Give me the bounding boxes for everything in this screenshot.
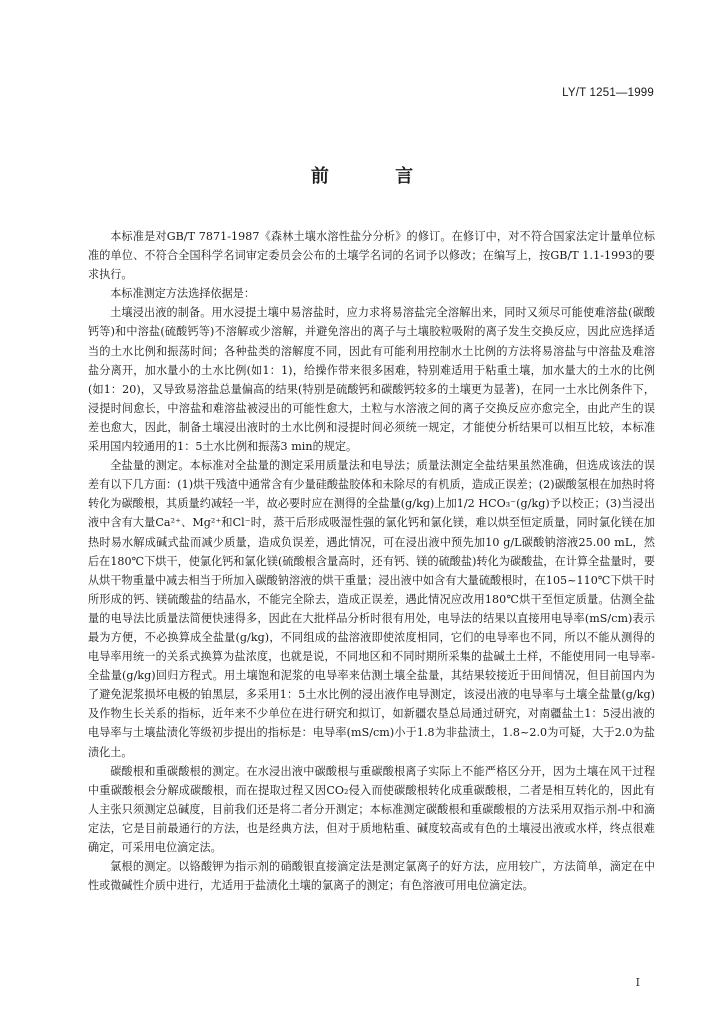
paragraph-total-salt: 全盐量的测定。本标准对全盐量的测定采用质量法和电导法；质量法测定全盐结果虽然准确，但选成该法的误差有以下几方面：(1)烘干残渣中通常含有少量硅酸盐胶体和未除尽的有机质，造成正误差；(2)碳酸氢根在加热时将转化为碳酸根，其质量约减轻一半，故必要时应在测得的全盐量(g/kg)上加1/2 HCO₃⁻(g/kg)予以校正；(3)当浸出液中含有大量Ca²⁺、Mg²⁺和Cl⁻时，蒸干后形成吸湿性强的氯化钙和氯化镁，难以烘至恒定质量，同时氯化镁在加热时易水解成碱式盐而减少质量，造成负误差，遇此情况，可在浸出液中预先加10 g/L碳酸钠溶液25.00 mL，然后在180℃下烘干，使氯化钙和氯化镁(硫酸根含量高时，还有钙、镁的硫酸盐)转化为碳酸盐，在计算全盐量时，要从烘干物重量中减去相当于所加入碳酸钠溶液的烘干重量；浸出液中如含有大量硫酸根时，在105~110℃下烘干时所形成的钙、镁硫酸盐的结晶水，不能完全除去，造成正误差，遇此情况应改用180℃烘干至恒定质量。估测全盐量的电导法比质量法简便快速得多，因此在大批样品分析时很有用处，电导法的结果以直接用电导率(mS/cm)表示最为方便，不必换算成全盐量(g/kg)，不同组成的盐溶液即使浓度相同，它们的电导率也不同，所以不能从测得的电导率用统一的关系式换算为盐浓度，也就是说，不同地区和不同时期所采集的盐碱土土样，不能使用同一电导率-全盐量(g/kg)回归方程式。用土壤饱和泥浆的电导率来估测土壤全盐量，其结果较接近于田间情况，但目前国内为了避免泥浆损坏电极的铂黑层，多采用1：5土水比例的浸出液作电导测定，该浸出液的电导率与土壤全盐量(g/kg)及作物生长关系的指标，近年来不少单位在进行研究和拟订，如新疆农垦总局通过研究，对南疆盐土1：5浸出液的电导率与土壤盐渍化等级初步提出的指标是：电导率(mS/cm)小于1.8为非盐渍土，1.8~2.0为可疑，大于2.0为盐渍化土。: [88, 459, 655, 759]
page-title: 前 言: [310, 166, 444, 187]
paragraph-basis: 本标准测定方法选择依据是：: [110, 287, 256, 301]
standard-code: LY/T 1251—1999: [562, 87, 654, 99]
paragraph-chloride: 氯根的测定。以铬酸钾为指示剂的硝酸银直接滴定法是测定氯离子的好方法，应用较广，方法简单，滴定在中性或微碱性介质中进行，尤适用于盐渍化土壤的氯离子的测定；有色溶液可用电位滴定法。: [88, 860, 655, 893]
paragraph-carbonate: 碳酸根和重碳酸根的测定。在水浸出液中碳酸根与重碳酸根离子实际上不能严格区分开，因为土壤在风干过程中重碳酸根会分解成碳酸根，而在提取过程又因CO₂侵入而使碳酸根转化成重碳酸根，二者是相互转化的，因此有人主张只须测定总碱度，目前我们还是将二者分开测定；本标准测定碳酸根和重碳酸根的方法采用双指示剂-中和滴定法，它是目前最通行的方法，也是经典方法，但对于质地粘重、碱度较高或有色的土壤浸出液或水样，终点很难确定，可采用电位滴定法。: [88, 764, 655, 854]
paragraph-intro: 本标准是对GB/T 7871-1987《森林土壤水溶性盐分分析》的修订。在修订中，对不符合国家法定计量单位标准的单位、不符合全国科学名词审定委员会公布的土壤学名词的名词予以修改；在编写上，按GB/T 1.1-1993的要求执行。: [88, 230, 655, 282]
page-number: I: [635, 976, 640, 989]
paragraph-extract-prep: 土壤浸出液的制备。用水浸提土壤中易溶盐时，应力求将易溶盐完全溶解出来，同时又须尽可能使难溶盐(碳酸钙等)和中溶盐(硫酸钙等)不溶解或少溶解，并避免溶出的离子与土壤胶粒吸附的离子发生交换反应，因此应选择适当的土水比例和振荡时间；各种盐类的溶解度不同，因此有可能利用控制水土比例的方法将易溶盐与中溶盐及难溶盐分离开，加水量小的土水比例(如1：1)，给操作带来很多困难，特别难适用于粘重土壤，加水量大的土水的比例(如1：20)，又导致易溶盐总量偏高的结果(特别是硫酸钙和碳酸钙较多的土壤更为显著)，在同一土水比例条件下，浸提时间愈长，中溶盐和难溶盐被浸出的可能性愈大，土粒与水溶液之间的离子交换反应亦愈完全，由此产生的误差也愈大，因此，制备土壤浸出液时的土水比例和浸提时间必须统一规定，才能使分析结果可以相互比较，本标准采用国内较通用的1：5土水比例和振荡3 min的规定。: [88, 306, 655, 454]
document-body: [88, 227, 655, 895]
